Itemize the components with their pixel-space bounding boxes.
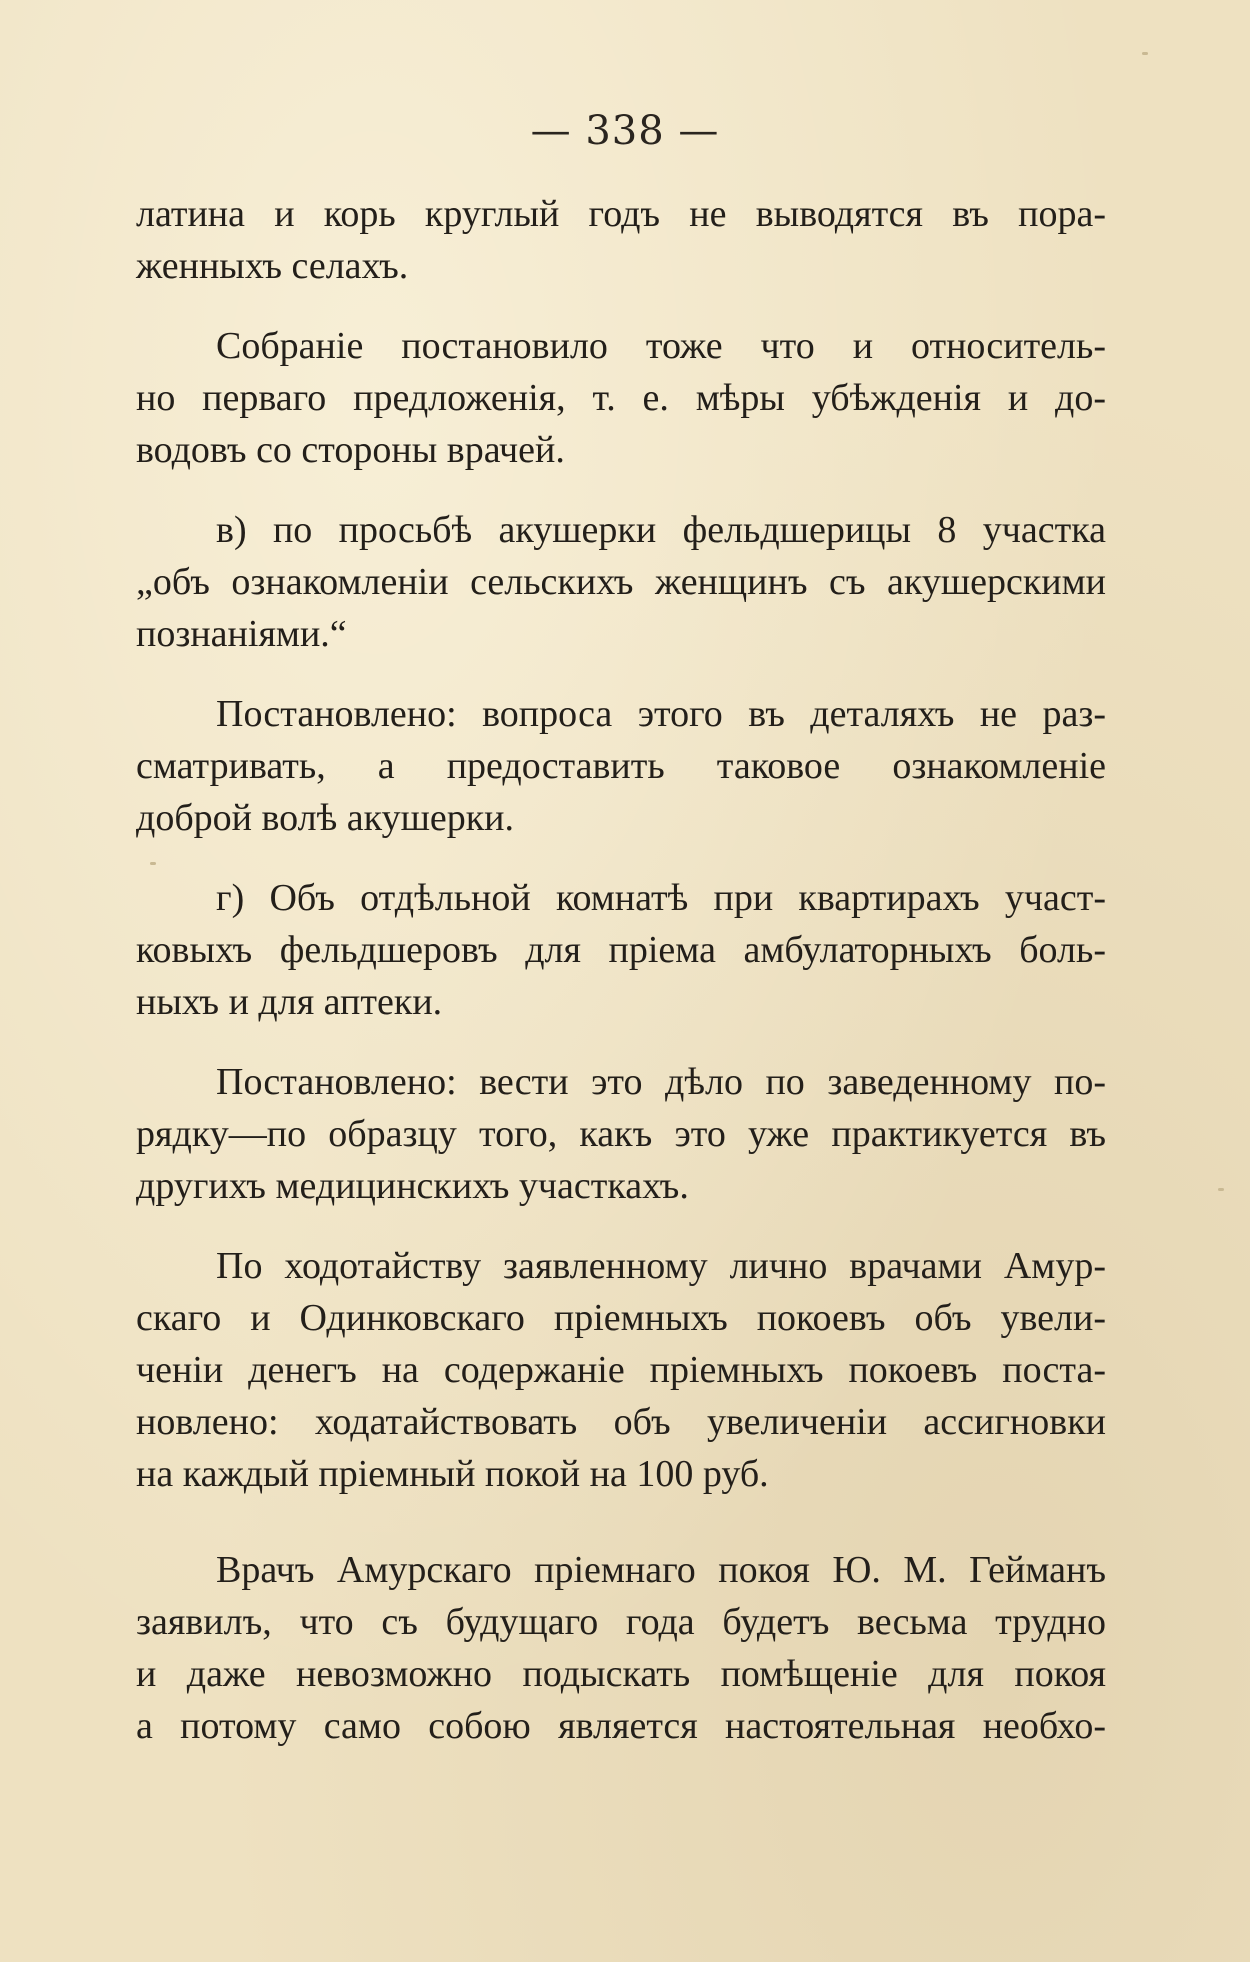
paper-speck (1218, 1188, 1224, 1191)
paragraph-6 (136, 1056, 1106, 1212)
paragraph-8 (136, 1544, 1106, 1752)
text-line: рядку—по образцу того, какъ это уже практикуется въ (136, 1113, 1106, 1155)
text-line: другихъ медицинскихъ участкахъ. (136, 1165, 689, 1207)
paragraph-3 (136, 504, 1106, 660)
text-line: ковыхъ фельдшеровъ для пріема амбулаторныхъ боль- (136, 929, 1106, 971)
text-line: г) Объ отдѣльной комнатѣ при квартирахъ участ- (216, 877, 1106, 919)
text-line: познаніями.“ (136, 613, 347, 655)
text-line: Постановлено: вопроса этого въ деталяхъ не раз- (216, 693, 1106, 735)
text-line: Врачъ Амурскаго пріемнаго покоя Ю. М. Гейманъ (216, 1549, 1106, 1591)
text-line: водовъ со стороны врачей. (136, 429, 565, 471)
text-line: „объ ознакомленіи сельскихъ женщинъ съ акушерскими (136, 561, 1106, 603)
text-line: латина и корь круглый годъ не выводятся въ пора- (136, 193, 1106, 235)
text-line: Постановлено: вести это дѣло по заведенному по- (216, 1061, 1106, 1103)
text-line: ченіи денегъ на содержаніе пріемныхъ покоевъ поста- (136, 1349, 1106, 1391)
text-line: новлено: ходатайствовать объ увеличеніи ассигновки (136, 1401, 1106, 1443)
paper-speck (150, 862, 156, 865)
text-line: в) по просьбѣ акушерки фельдшерицы 8 участка (216, 509, 1106, 551)
text-line: заявилъ, что съ будущаго года будетъ весьма трудно (136, 1601, 1106, 1643)
text-line: сматривать, а предоставить таковое ознакомленіе (136, 745, 1106, 787)
text-line: По ходотайству заявленному лично врачами Амур- (216, 1245, 1106, 1287)
paragraph-2 (136, 320, 1106, 476)
text-line: но перваго предложенія, т. е. мѣры убѣжденія и до- (136, 377, 1106, 419)
text-line: доброй волѣ акушерки. (136, 797, 514, 839)
text-line: и даже невозможно подыскать помѣщеніе для покоя (136, 1653, 1106, 1695)
text-line: скаго и Одинковскаго пріемныхъ покоевъ объ увели- (136, 1297, 1106, 1339)
paragraph-7 (136, 1240, 1106, 1500)
text-line: Собраніе постановило тоже что и относитель- (216, 325, 1106, 367)
text-line: женныхъ селахъ. (136, 245, 409, 287)
paragraph-5 (136, 872, 1106, 1028)
text-line: на каждый пріемный покой на 100 руб. (136, 1453, 769, 1495)
body-text (136, 188, 1106, 1780)
page-number: — 338 — (530, 108, 720, 154)
paper-speck (1142, 52, 1148, 55)
paragraph-4 (136, 688, 1106, 844)
text-line: а потому само собою является настоятельная необхо- (136, 1705, 1106, 1747)
text-line: ныхъ и для аптеки. (136, 981, 443, 1023)
paragraph-1 (136, 188, 1106, 292)
